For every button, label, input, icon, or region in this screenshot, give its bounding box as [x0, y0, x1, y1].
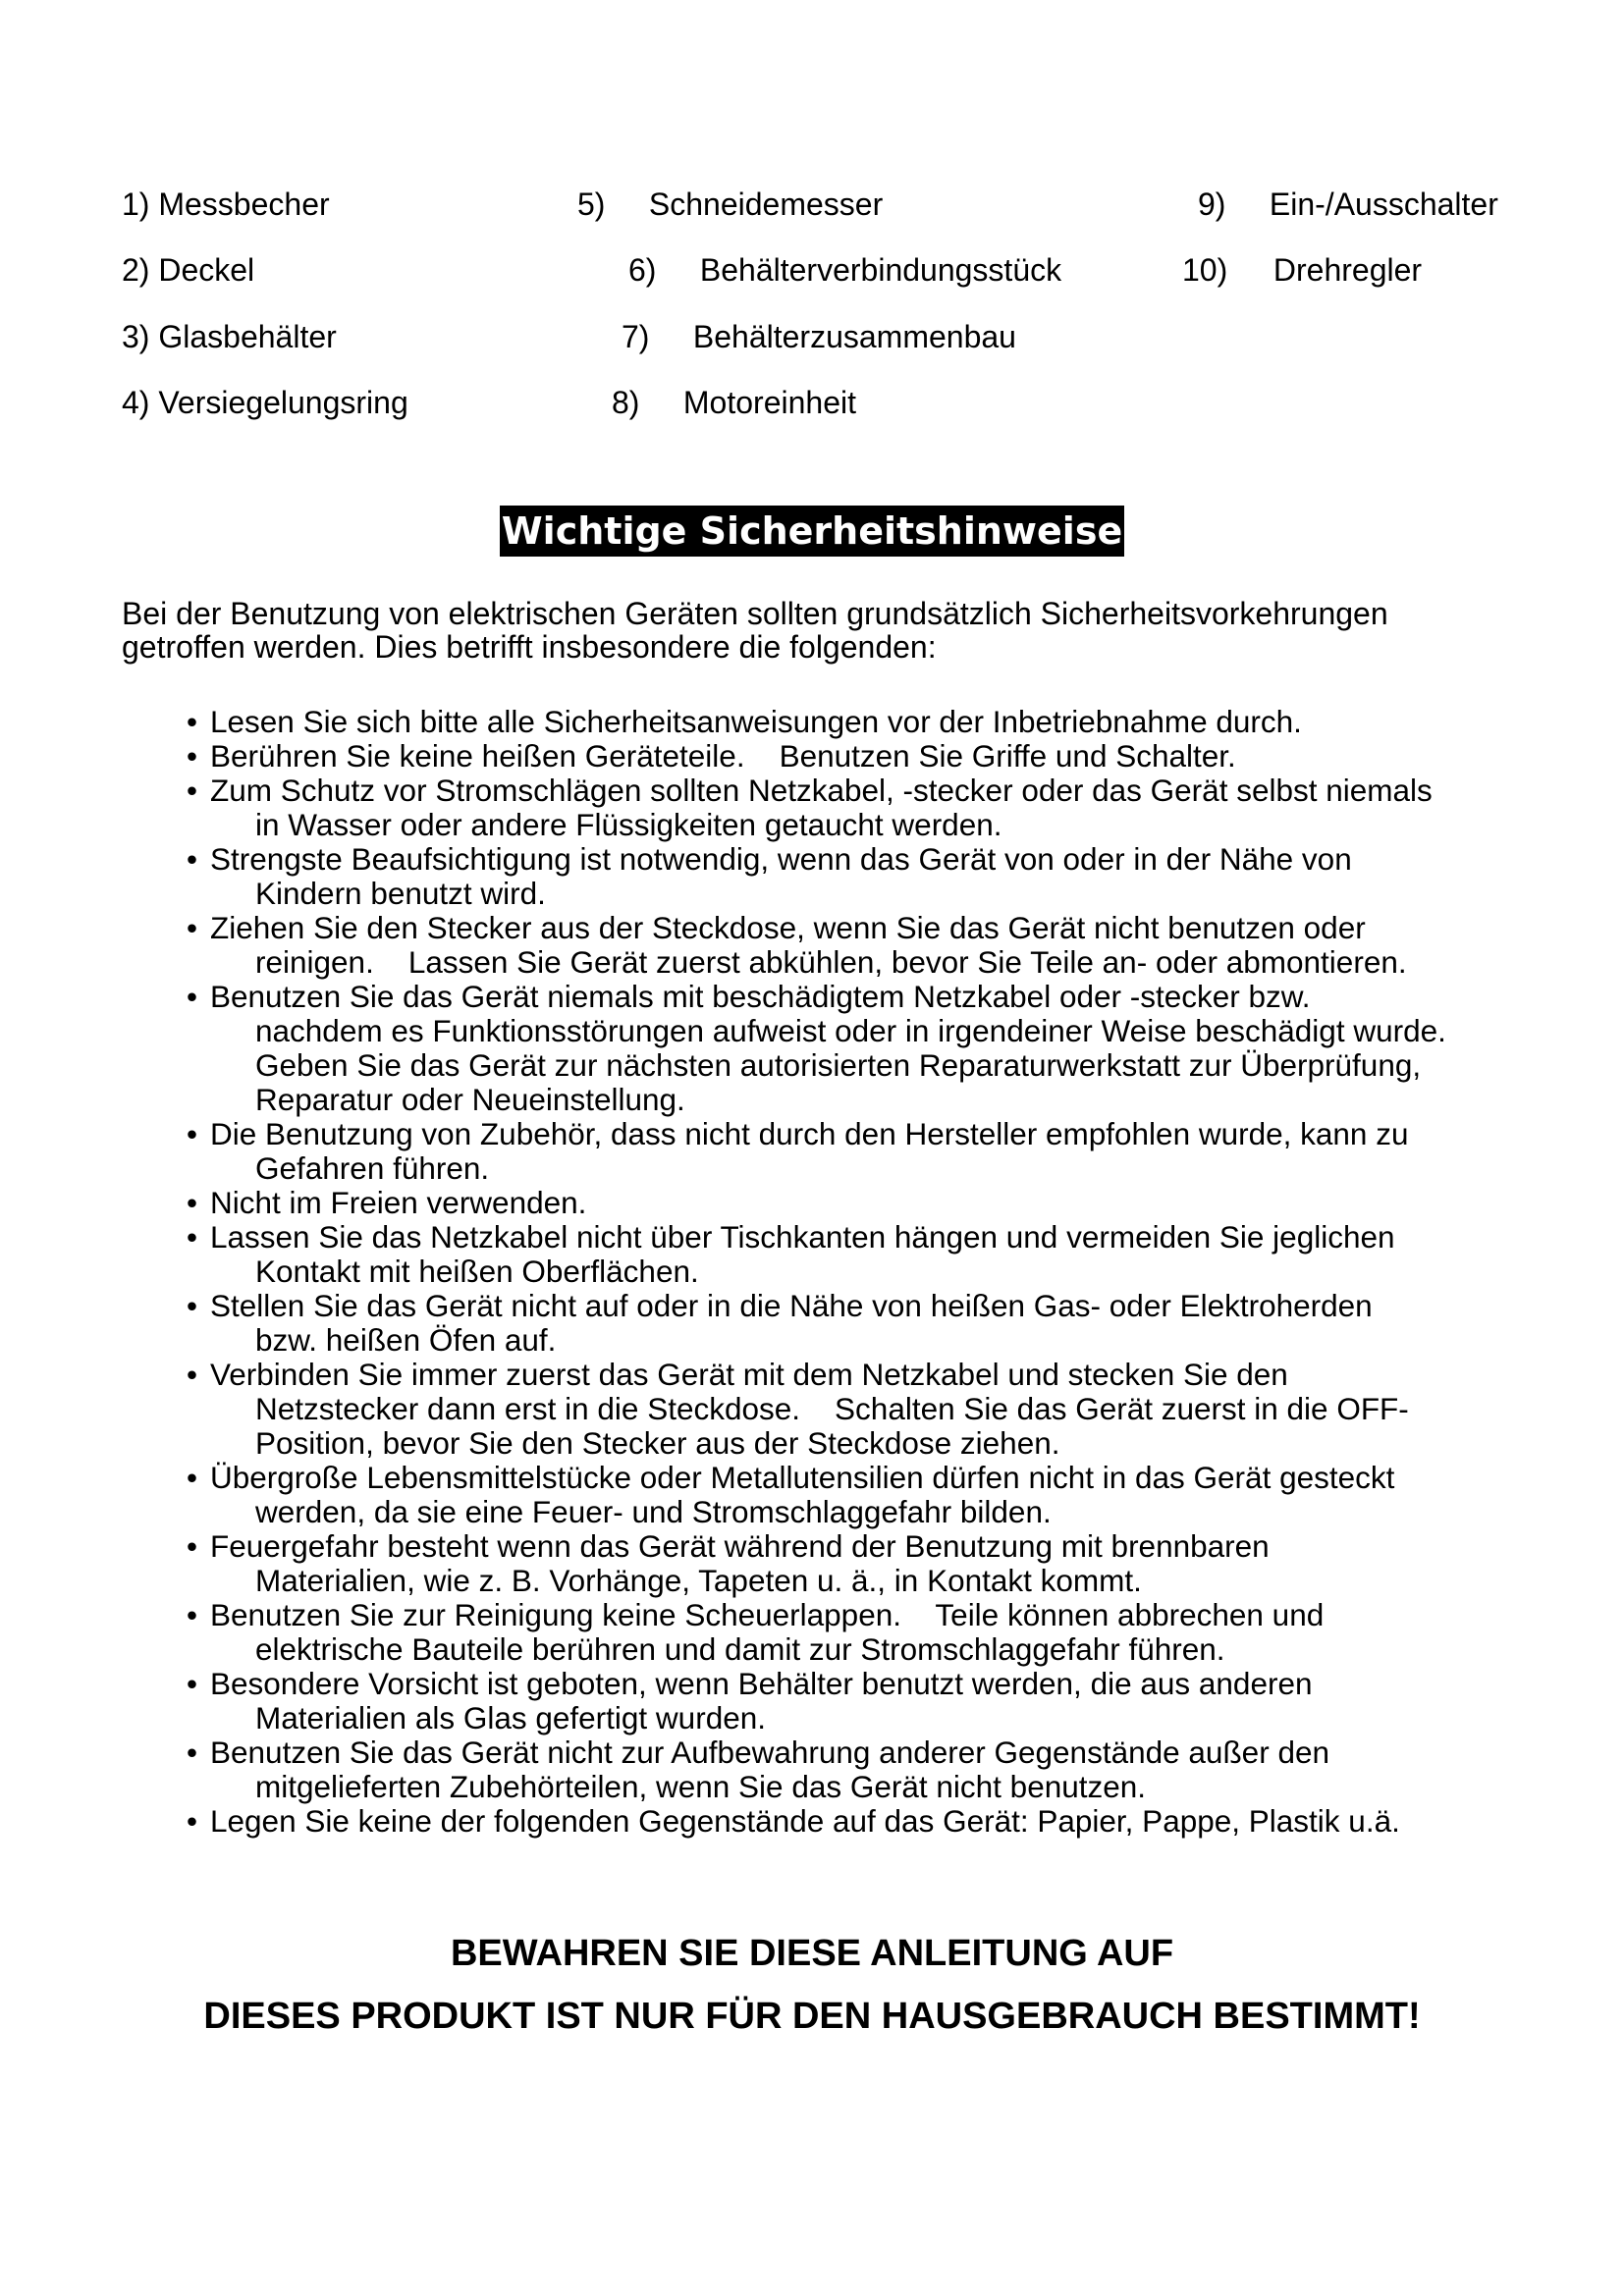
safety-note-text: Benutzen Sie zur Reinigung keine Scheuerlappen. Teile können abbrechen und: [210, 1597, 1325, 1632]
bullet-marker: •: [187, 1597, 198, 1632]
safety-note-item: [187, 911, 1522, 980]
safety-note-text: Benutzen Sie das Gerät nicht zur Aufbewahrung anderer Gegenstände außer den: [210, 1735, 1329, 1770]
safety-note-item: [187, 1529, 1522, 1598]
safety-note-text: Verbinden Sie immer zuerst das Gerät mit dem Netzkabel und stecken Sie den: [210, 1357, 1288, 1392]
safety-note-continuation: mitgelieferten Zubehörteilen, wenn Sie das Gerät nicht benutzen.: [255, 1769, 1147, 1804]
safety-note-item: [187, 1220, 1522, 1289]
part-label: Drehregler: [1272, 252, 1423, 288]
bullet-marker: •: [187, 1803, 198, 1839]
safety-note-continuation: Kindern benutzt wird.: [255, 876, 546, 911]
safety-note-item: [187, 774, 1522, 842]
safety-note-item: [187, 1186, 1522, 1220]
section-heading: Wichtige Sicherheitshinweise: [500, 506, 1124, 557]
safety-note-text: Legen Sie keine der folgenden Gegenstände auf das Gerät: Papier, Pappe, Plastik u.ä.: [210, 1803, 1400, 1839]
bullet-marker: •: [187, 841, 198, 877]
part-number: 2): [122, 252, 150, 288]
part-label: Glasbehälter: [158, 319, 337, 354]
safety-note-item: [187, 1667, 1522, 1735]
part-number: 7): [622, 319, 650, 354]
safety-note-item: [187, 705, 1522, 739]
safety-note-continuation: Materialien als Glas gefertigt wurden.: [255, 1700, 766, 1735]
safety-note-continuation: in Wasser oder andere Flüssigkeiten getaucht werden.: [255, 807, 1002, 842]
part-label: Ein-/Ausschalter: [1269, 187, 1498, 222]
part-item-9: [1198, 187, 1498, 222]
part-label: Versiegelungsring: [158, 385, 408, 420]
safety-note-item: [187, 1804, 1522, 1839]
safety-note-item: [187, 1461, 1522, 1529]
part-number: 3): [122, 319, 150, 354]
safety-note-continuation: werden, da sie eine Feuer- und Stromschlaggefahr bilden.: [255, 1494, 1052, 1529]
part-item-6: [628, 252, 1061, 288]
safety-note-text: Zum Schutz vor Stromschlägen sollten Netzkabel, -stecker oder das Gerät selbst niemals: [210, 773, 1433, 808]
part-number: 1): [122, 187, 150, 222]
safety-note-continuation: Gefahren führen.: [255, 1150, 490, 1186]
safety-note-text: Lesen Sie sich bitte alle Sicherheitsanweisungen vor der Inbetriebnahme durch.: [210, 704, 1302, 739]
safety-note-continuation: Kontakt mit heißen Oberflächen.: [255, 1254, 699, 1289]
bullet-marker: •: [187, 1219, 198, 1255]
part-number: 8): [612, 385, 640, 420]
part-label: Schneidemesser: [648, 187, 884, 222]
bullet-marker: •: [187, 738, 198, 774]
safety-note-text: Strengste Beaufsichtigung ist notwendig, wenn das Gerät von oder in der Nähe von: [210, 841, 1352, 877]
bullet-marker: •: [187, 1528, 198, 1564]
safety-note-text: Lassen Sie das Netzkabel nicht über Tischkanten hängen und vermeiden Sie jeglichen: [210, 1219, 1395, 1255]
part-item-1: [122, 187, 330, 222]
bullet-marker: •: [187, 1116, 198, 1151]
safety-note-continuation: nachdem es Funktionsstörungen aufweist oder in irgendeiner Weise beschädigt wurde. Geben Sie das Gerät zur nächsten autorisierten Reparaturwerkstatt zur Überprüfung, Reparatur oder Neueinstellung.: [255, 1013, 1481, 1117]
safety-note-item: [187, 1358, 1522, 1461]
part-number: 10): [1182, 252, 1228, 288]
part-label: Deckel: [158, 252, 255, 288]
bullet-marker: •: [187, 1460, 198, 1495]
safety-note-item: [187, 1289, 1522, 1358]
bullet-marker: •: [187, 1357, 198, 1392]
intro-paragraph: Bei der Benutzung von elektrischen Geräten sollten grundsätzlich Sicherheitsvorkehrungen getroffen werden. Dies betrifft insbesondere die folgenden:: [122, 596, 1388, 665]
safety-note-text: Stellen Sie das Gerät nicht auf oder in die Nähe von heißen Gas- oder Elektroherden: [210, 1288, 1373, 1323]
safety-note-item: [187, 1117, 1522, 1186]
safety-note-item: [187, 1598, 1522, 1667]
safety-note-continuation: bzw. heißen Öfen auf.: [255, 1322, 557, 1358]
safety-note-item: [187, 739, 1522, 774]
bullet-marker: •: [187, 910, 198, 945]
parts-list: [0, 0, 1624, 452]
part-item-2: [122, 252, 254, 288]
safety-note-text: Benutzen Sie das Gerät niemals mit beschädigtem Netzkabel oder -stecker bzw.: [210, 979, 1311, 1014]
safety-note-text: Berühren Sie keine heißen Geräteteile. Benutzen Sie Griffe und Schalter.: [210, 738, 1236, 774]
footer-keep-instructions: BEWAHREN SIE DIESE ANLEITUNG AUF: [450, 1933, 1174, 1974]
safety-note-continuation: Materialien, wie z. B. Vorhänge, Tapeten u. ä., in Kontakt kommt.: [255, 1563, 1142, 1598]
part-label: Behälterverbindungsstück: [699, 252, 1062, 288]
part-label: Messbecher: [158, 187, 330, 222]
safety-note-continuation: reinigen. Lassen Sie Gerät zuerst abkühlen, bevor Sie Teile an- oder abmontieren.: [255, 944, 1407, 980]
part-label: Motoreinheit: [682, 385, 856, 420]
part-item-5: [577, 187, 883, 222]
safety-note-text: Die Benutzung von Zubehör, dass nicht durch den Hersteller empfohlen wurde, kann zu: [210, 1116, 1409, 1151]
part-label: Behälterzusammenbau: [692, 319, 1016, 354]
part-item-3: [122, 319, 337, 354]
bullet-marker: •: [187, 1185, 198, 1220]
footer-household-use: DIESES PRODUKT IST NUR FÜR DEN HAUSGEBRAUCH BESTIMMT!: [203, 1996, 1421, 2037]
bullet-marker: •: [187, 704, 198, 739]
part-item-8: [612, 385, 856, 420]
bullet-marker: •: [187, 773, 198, 808]
part-item-7: [622, 319, 1016, 354]
safety-note-item: [187, 980, 1522, 1117]
safety-note-text: Besondere Vorsicht ist geboten, wenn Behälter benutzt werden, die aus anderen: [210, 1666, 1313, 1701]
bullet-marker: •: [187, 1666, 198, 1701]
part-number: 6): [628, 252, 657, 288]
part-item-10: [1182, 252, 1422, 288]
part-number: 5): [577, 187, 606, 222]
heading-container: [0, 506, 1624, 557]
safety-note-continuation: elektrische Bauteile berühren und damit zur Stromschlaggefahr führen.: [255, 1631, 1225, 1667]
safety-note-text: Feuergefahr besteht wenn das Gerät während der Benutzung mit brennbaren: [210, 1528, 1270, 1564]
safety-note-continuation: Netzstecker dann erst in die Steckdose. Schalten Sie das Gerät zuerst in die OFF-Position, bevor Sie den Stecker aus der Steckdose ziehen.: [255, 1391, 1409, 1461]
part-number: 4): [122, 385, 150, 420]
safety-note-text: Nicht im Freien verwenden.: [210, 1185, 587, 1220]
bullet-marker: •: [187, 979, 198, 1014]
safety-note-text: Ziehen Sie den Stecker aus der Steckdose, wenn Sie das Gerät nicht benutzen oder: [210, 910, 1366, 945]
part-item-4: [122, 385, 408, 420]
safety-note-item: [187, 1735, 1522, 1804]
safety-note-text: Übergroße Lebensmittelstücke oder Metallutensilien dürfen nicht in das Gerät gesteckt: [210, 1460, 1395, 1495]
safety-notes-list: [187, 705, 1522, 1839]
bullet-marker: •: [187, 1735, 198, 1770]
part-number: 9): [1198, 187, 1226, 222]
bullet-marker: •: [187, 1288, 198, 1323]
safety-note-item: [187, 842, 1522, 911]
